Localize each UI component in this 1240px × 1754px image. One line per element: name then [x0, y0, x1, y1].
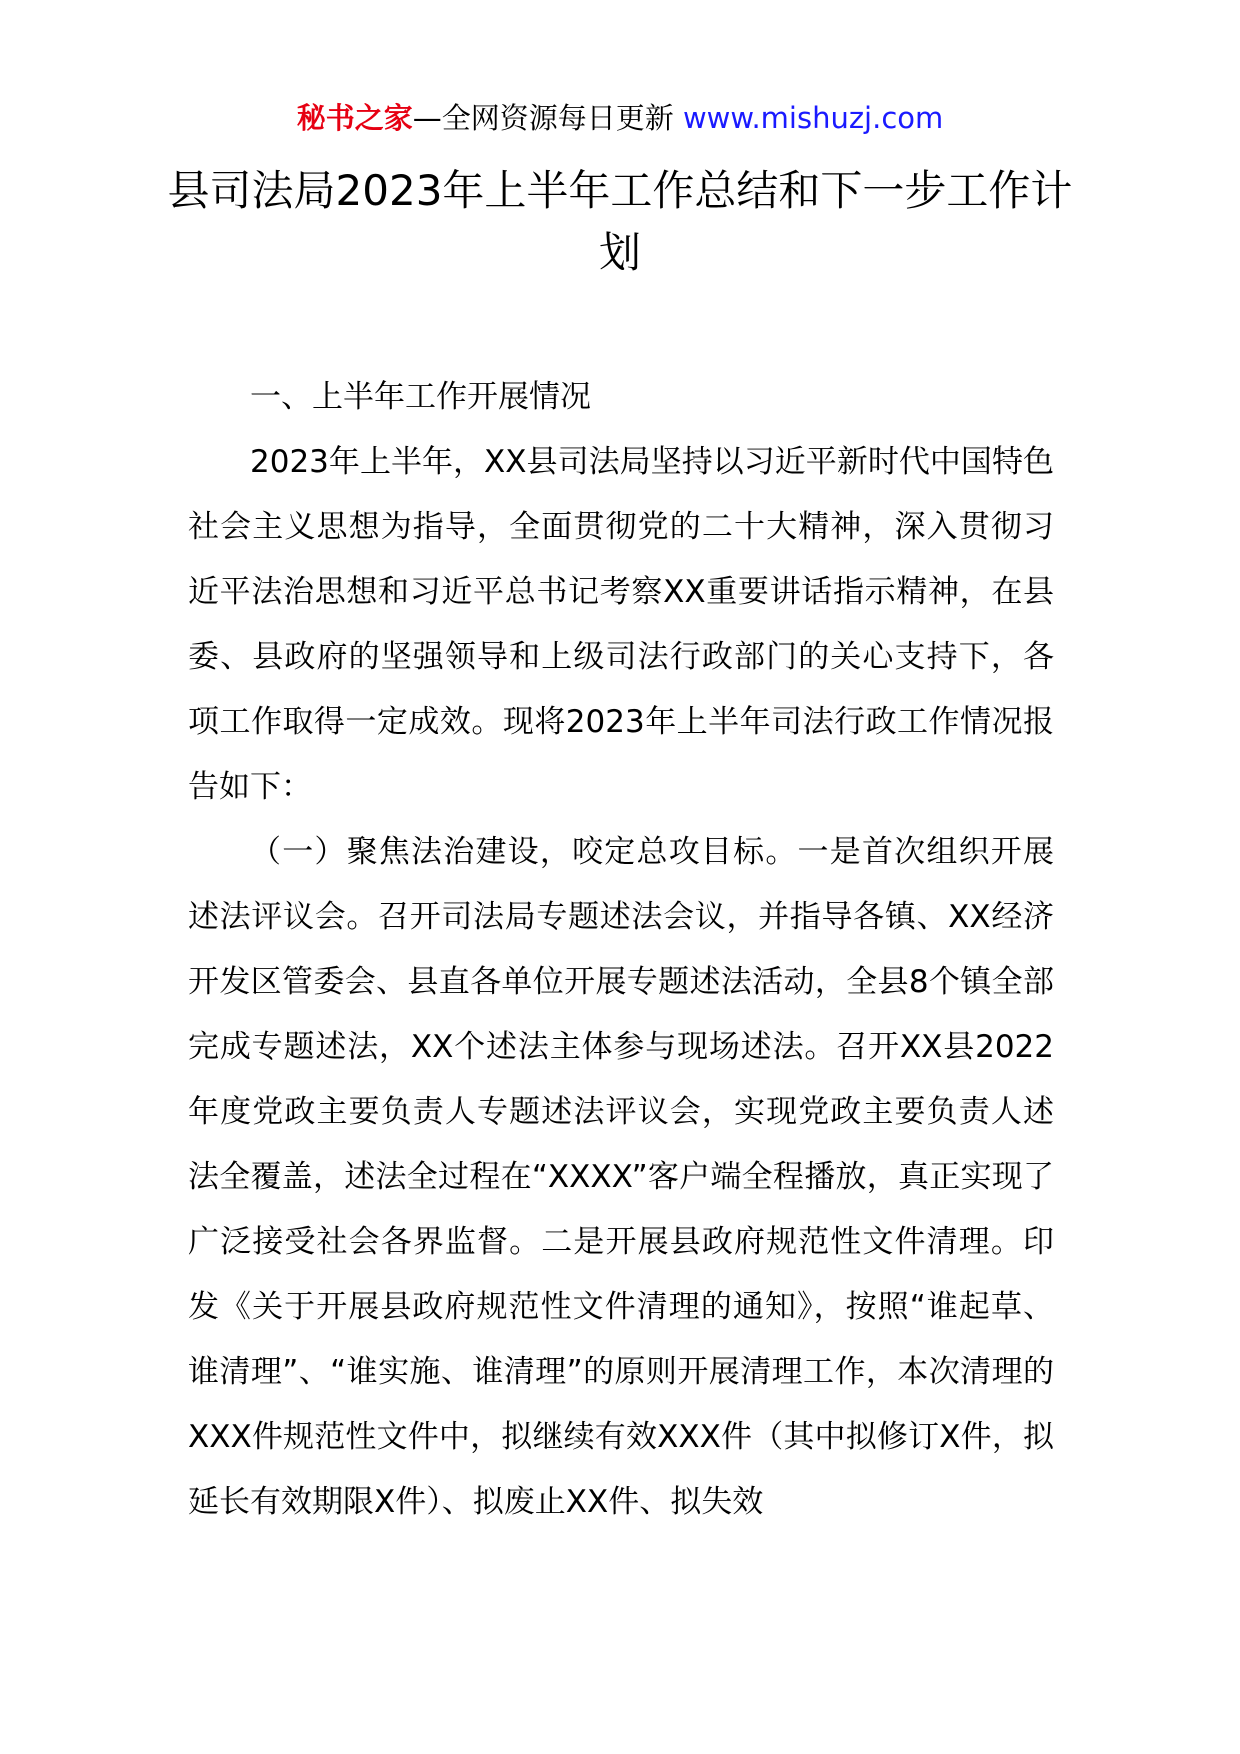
brand-name: 秘书之家 — [296, 101, 413, 135]
site-url-link[interactable]: www.mishuzj.com — [682, 101, 944, 135]
paragraph-rule-of-law: （一）聚焦法治建设，咬定总攻目标。一是首次组织开展述法评议会。召开司法局专题述法会议，并指导各镇、XX经济开发区管委会、县直各单位开展专题述法活动，全县8个镇全部完成专题述法，XX个述法主体参与现场述法。召开XX县2022年度党政主要负责人专题述法评议会，实现党政主要负责人述法全覆盖，述法全过程在“XXXX”客户端全程播放，真正实现了广泛接受社会各界监督。二是开展县政府规范性文件清理。印发《关于开展县政府规范性文件清理的通知》，按照“谁起草、谁清理”、“谁实施、谁清理”的原则开展清理工作，本次清理的XXX件规范性文件中，拟继续有效XXX件（其中拟修订X件，拟延长有效期限X件）、拟废止XX件、拟失效 — [188, 834, 1054, 1520]
site-tagline: —全网资源每日更新 — [412, 101, 683, 135]
site-header — [0, 98, 1240, 138]
paragraph-intro: 2023年上半年，XX县司法局坚持以习近平新时代中国特色社会主义思想为指导，全面贯彻党的二十大精神，深入贯彻习近平法治思想和习近平总书记考察XX重要讲话指示精神，在县委、县政府的坚强领导和上级司法行政部门的关心支持下，各项工作取得一定成效。现将2023年上半年司法行政工作情况报告如下： — [188, 444, 1054, 805]
section-heading: 一、上半年工作开展情况 — [250, 379, 591, 415]
document-body — [188, 365, 1054, 1535]
document-title: 县司法局2023年上半年工作总结和下一步工作计划 — [167, 166, 1073, 277]
